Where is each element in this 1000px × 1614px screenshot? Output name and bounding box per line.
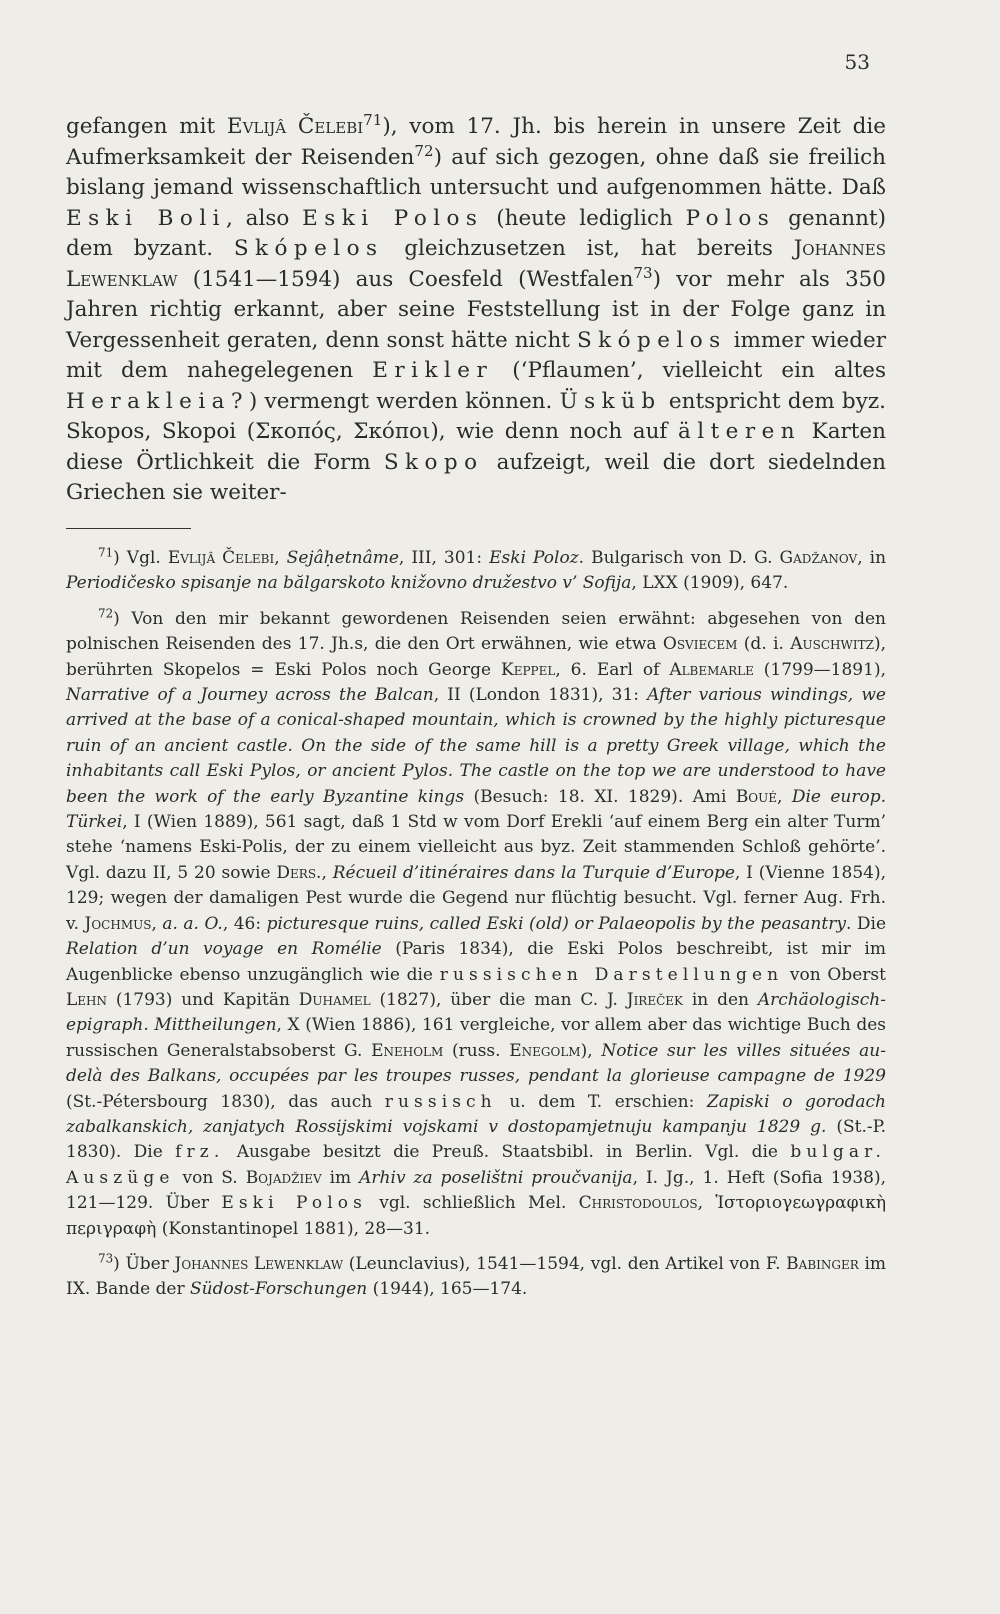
text-run: , I (Wien 1889), 561 sagt, daß 1 Std w vom Dorf Erekli ‘auf einem Berg ein alter Turm’ stehe ‘namens Eski-Polis, der zu einem vielleicht aus byz. Zeit stammenden Schloß gehörte’. Vgl. dazu II, 5 20 sowie	[66, 812, 886, 883]
text-run: ) Über	[113, 1253, 175, 1274]
text-run: (Paris 1834), die Eski Polos beschreibt, ist mir im Augenblicke ebenso unzugänglich wie die	[66, 939, 886, 985]
work-title: Arhiv za poselištni proučvanija	[359, 1167, 633, 1188]
author-name: Babinger	[786, 1253, 859, 1274]
author-name: Enegolm	[509, 1040, 581, 1061]
spaced-term: russischen Darstellungen	[439, 964, 784, 985]
spaced-term: Skópelos	[576, 327, 727, 353]
text-run: Ausgabe besitzt die Preuß. Staatsbibl. in Berlin. Vgl. die	[224, 1142, 791, 1163]
text-run: von Oberst	[783, 964, 886, 985]
text-run: , 6. Earl of	[555, 659, 670, 680]
text-run: (1793) und Kapitän	[107, 989, 299, 1010]
text-run: (Besuch: 18. XI. 1829). Ami	[464, 786, 736, 807]
spaced-term: frz.	[175, 1142, 225, 1163]
work-title: Archäologisch-epigraph. Mittheilungen	[66, 989, 886, 1036]
author-name: Lehn	[66, 989, 108, 1010]
text-run: (St.-P. 1830). Die	[66, 1116, 886, 1163]
text-run: . Bulgarisch von D. G.	[578, 548, 780, 568]
quotation: After various windings, we arrived at the base of a conical-shaped mountain, which is crowned by the highly picturesque ruin of an ancient castle. On the side of the same hill is a pretty Greek village, which the inhabitants call Eski Pylos, or ancient Pylos. The castle on the top we are understood to have been the work of the early Byzantine kings	[66, 685, 886, 807]
text-run: , also	[225, 205, 303, 231]
text-run: , Ἱστοριογεωγραφικὴ περιγραφὴ (Konstantinopel 1881), 28—31.	[66, 1193, 887, 1239]
author-name: Boué	[735, 786, 778, 807]
footnote-mark: 72	[98, 606, 114, 621]
footnote-73	[66, 1252, 886, 1303]
author-name: Christodoulos	[578, 1193, 698, 1214]
footnote-72	[66, 607, 886, 1242]
text-run: im IX. Bande der	[66, 1253, 886, 1300]
spaced-term: Üsküb	[559, 388, 662, 414]
text-run: vgl. schließlich Mel.	[366, 1193, 579, 1214]
spaced-term: bulgar. Auszüge	[66, 1142, 886, 1188]
work-title: Relation d’un voyage en Romélie	[66, 939, 382, 960]
author-name: Gadžanov	[779, 548, 858, 568]
text-run: ) auf sich gezogen, ohne daß sie freilich bislang jemand wissenschaftlich untersucht und aufgenommen hätte. Daß	[66, 144, 886, 200]
text-run: genannt) dem byzant.	[66, 205, 886, 261]
author-name: Keppel	[501, 659, 556, 680]
text-run: (1541—1594) aus Coesfeld (Westfalen	[177, 266, 634, 292]
author-name: Jochmus	[84, 913, 152, 934]
text-run: ,	[777, 786, 792, 807]
main-paragraph	[66, 112, 886, 509]
text-run: ), vom 17. Jh. bis herein in unsere Zeit die Aufmerksamkeit der Reisenden	[66, 114, 887, 170]
work-title: Periodičesko spisanje na bălgarskoto knižovno družestvo v’ Sofija	[66, 573, 632, 594]
text-run: ),	[580, 1040, 602, 1061]
work-title: Narrative of a Journey across the Balcan	[66, 685, 434, 706]
work-title: Notice sur les villes situées au-delà des Balkans, occupées par les troupes russes, pendant la glorieuse campagne de 1929	[66, 1040, 886, 1087]
text-run: (Leunclavius), 1541—1594, vgl. den Artikel von F.	[343, 1253, 787, 1274]
author-name: Ders.	[276, 862, 322, 883]
text-run: , III, 301:	[398, 548, 490, 568]
work-title: Sejâḥetnâme	[286, 548, 399, 568]
text-run: , I (Vienne 1854), 129; wegen der damaligen Pest wurde die Gegend nur flüchtig besucht. Vgl. ferner Aug. Frh. v.	[66, 862, 886, 934]
text-run: in den	[683, 989, 758, 1010]
author-name: Albemarle	[669, 659, 754, 680]
text-run: (heute lediglich	[483, 205, 686, 231]
spaced-term: Erikler	[372, 358, 494, 383]
spaced-term: Eski Boli	[66, 205, 226, 231]
text-run: gefangen mit	[66, 114, 227, 139]
author-name: Eneholm	[371, 1040, 444, 1061]
text-run: (d. i.	[737, 634, 791, 655]
footnote-mark: 71	[98, 545, 114, 560]
work-title: Récueil d’itinéraires dans la Turquie d’Europe	[332, 862, 735, 883]
text-run: , in	[857, 548, 887, 568]
spaced-term: Polos	[685, 205, 776, 231]
quoted-term: Eski Poloz	[489, 548, 579, 568]
text-run: ) vor mehr als 350 Jahren richtig erkannt, aber seine Feststellung ist in der Folge ganz in Vergessenheit geraten, denn sonst hätte nicht	[66, 266, 886, 353]
spaced-term: Eski Polos	[221, 1193, 367, 1214]
spaced-term: Eski Polos	[302, 205, 484, 231]
footnote-ref-73: 73	[633, 263, 653, 282]
author-name: Johannes Lewenklaw	[174, 1253, 344, 1274]
text-run: aufzeigt, weil die dort siedelnden Griechen sie weiter-	[66, 449, 886, 505]
spaced-term: Herakleia?	[66, 388, 249, 414]
footnote-71	[66, 546, 886, 597]
abbreviation: a. a. O.	[162, 913, 223, 934]
spaced-term: russisch	[384, 1091, 497, 1112]
spaced-term: älteren	[677, 419, 802, 444]
text-run: ,	[321, 862, 333, 883]
text-run: , II (London 1831), 31:	[433, 685, 648, 706]
text-run: (1944), 165—174.	[367, 1279, 528, 1300]
text-run: ,	[151, 913, 163, 934]
text-run: (1827), über die man C. J.	[370, 989, 627, 1010]
place-name: Osviecem	[662, 634, 738, 655]
author-name: Johannes Lewenklaw	[66, 236, 886, 292]
spaced-term: Skopo	[383, 449, 484, 475]
author-name: Evlijâ Čelebi	[226, 114, 364, 139]
work-title: Die europ. Türkei	[66, 786, 886, 833]
text-run: , LXX (1909), 647.	[631, 573, 789, 594]
text-run: (1799—1891),	[753, 659, 886, 680]
author-name: Bojadžiev	[245, 1167, 322, 1188]
text-run: , I. Jg., 1. Heft (Sofia 1938), 121—129. Über	[66, 1167, 886, 1214]
footnotes	[66, 546, 886, 1313]
footnote-divider	[66, 528, 191, 529]
spaced-term: Skópelos	[233, 236, 384, 261]
text-run: , X (Wien 1886), 161 vergleiche, vor allem aber das wichtige Buch des russischen Generalstabsoberst G.	[66, 1015, 886, 1061]
text-run: im	[321, 1167, 360, 1188]
text-run: (St.-Pétersbourg 1830), das auch	[66, 1091, 385, 1112]
footnote-ref-72: 72	[414, 141, 434, 160]
author-name: Duhamel	[298, 989, 371, 1010]
text-run: (‘Pflaumen’, vielleicht ein altes	[493, 358, 886, 383]
quotation: picturesque ruins, called Eski (old) or Palaeopolis by the peasantry	[266, 913, 846, 934]
footnote-ref-71: 71	[363, 110, 383, 129]
work-title: Südost-Forschungen	[190, 1279, 368, 1300]
text-run: (russ.	[443, 1040, 510, 1061]
text-run: , 46:	[222, 913, 267, 934]
text-run: Karten diese Örtlichkeit die Form	[66, 419, 887, 475]
work-title: Zapiski o gorodach zabalkanskich, zanjatych Rossijskimi vojskami v dostopamjetnuju kampanju 1829 g.	[66, 1091, 886, 1137]
text-run: immer wieder mit dem nahegelegenen	[66, 327, 886, 383]
text-run: . Die	[845, 913, 886, 934]
text-run: ) Von den mir bekannt gewordenen Reisenden seien erwähnt: abgesehen von den polnischen Reisenden des 17. Jh.s, die den Ort erwähnen, wie etwa	[66, 608, 886, 655]
text-run: entspricht dem byz. Skopos, Skopoi (Σκοπός, Σκόποι), wie denn noch auf	[66, 388, 886, 444]
text-run: u. dem T. erschien:	[496, 1091, 707, 1112]
place-name: Auschwitz	[790, 634, 874, 655]
text-run: gleichzusetzen ist, hat bereits	[383, 236, 794, 261]
text-run: von S.	[174, 1167, 246, 1188]
text-run: ) vermengt werden können.	[248, 388, 560, 414]
text-run: ) Vgl.	[113, 548, 168, 568]
text-run: ), berührten Skopelos = Eski Polos noch George	[66, 634, 886, 680]
footnote-mark: 73	[98, 1251, 114, 1266]
author-name: Jireček	[626, 989, 684, 1010]
text-run: ,	[274, 548, 287, 568]
main-text	[66, 112, 886, 509]
author-name: Evlijâ Čelebi	[167, 548, 275, 568]
page-number: 53	[844, 50, 870, 74]
